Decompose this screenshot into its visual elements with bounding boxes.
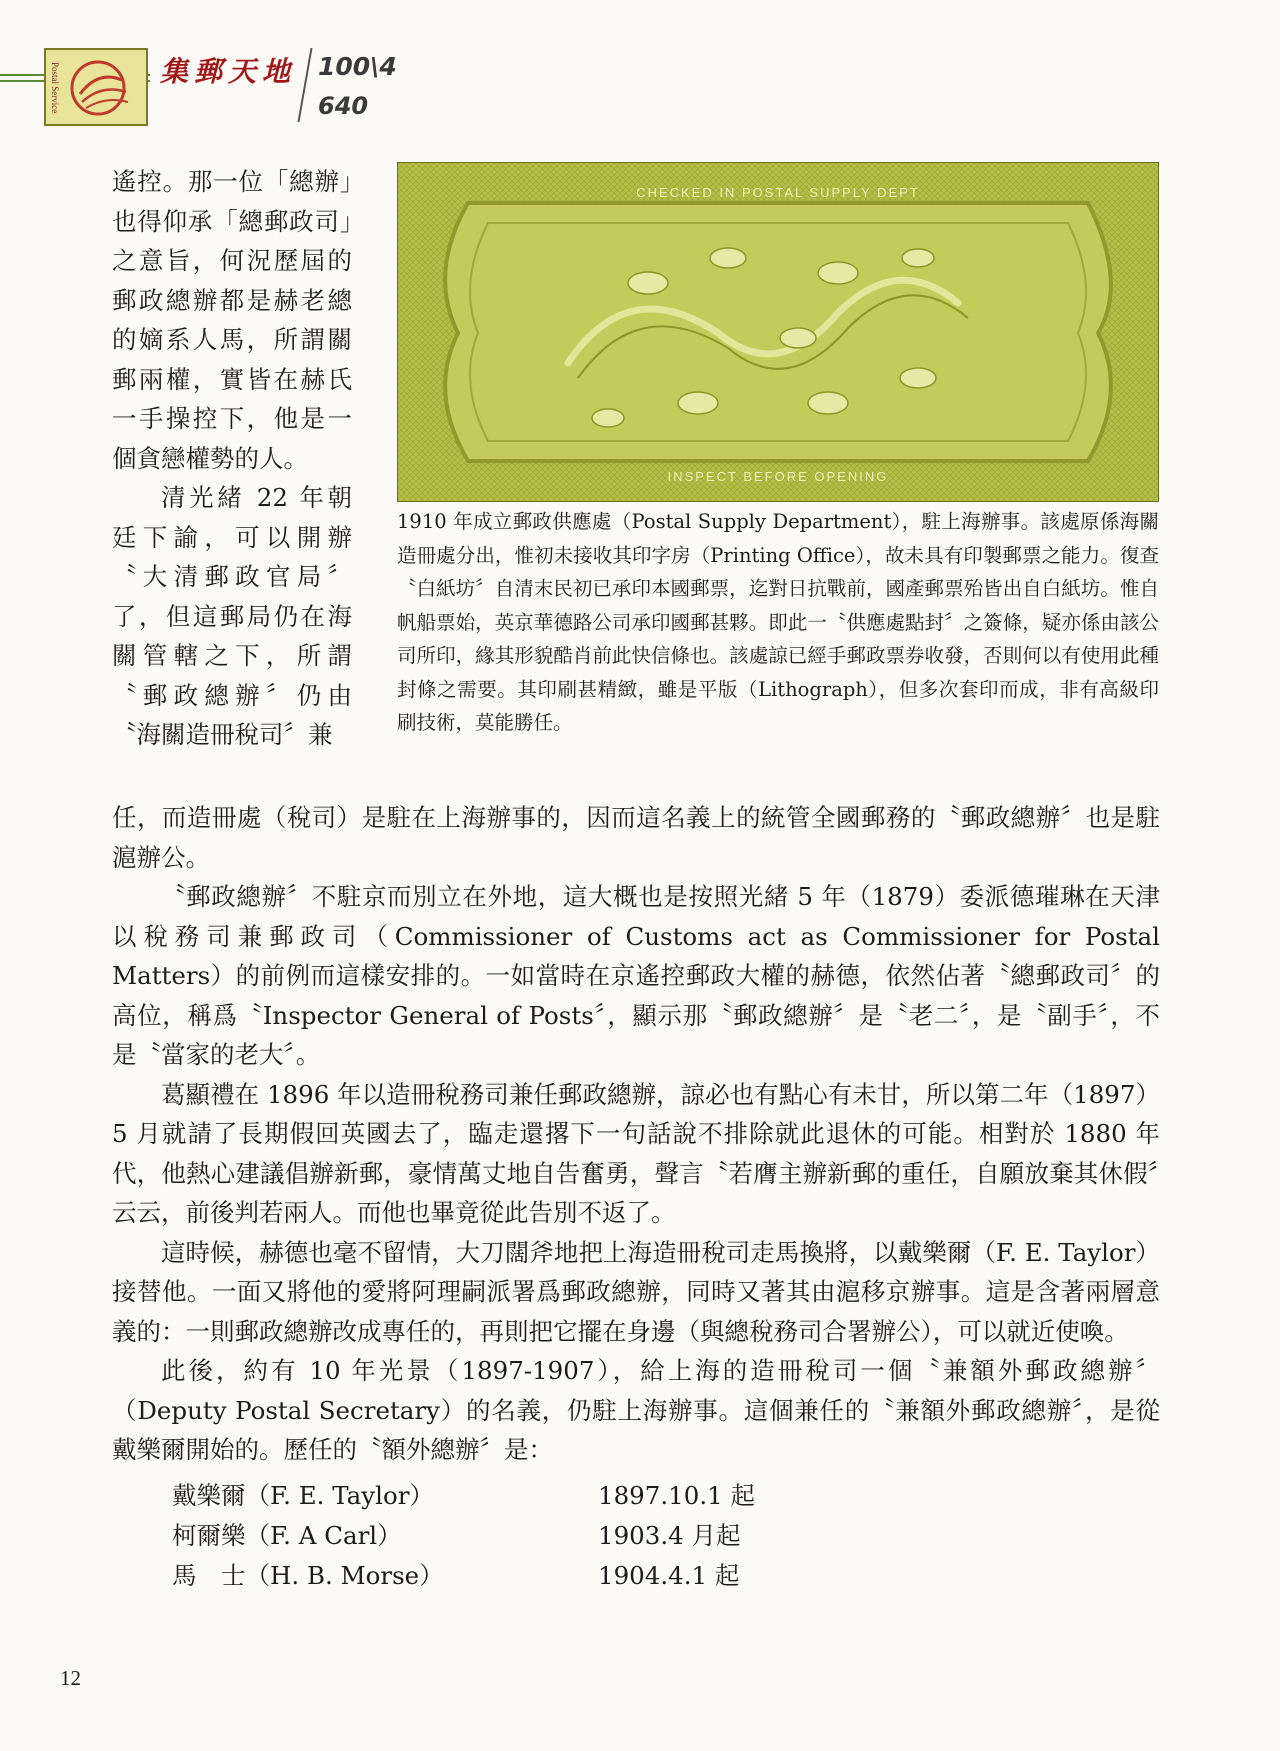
caption-text: 1910 年成立郵政供應處（Postal Supply Department），駐上海辦事。該處原係海關造冊處分出，惟初未接收其印字房（Printing Office），故未具有印製郵票之能力。復查〝白紙坊〞自清末民初已承印本國郵票，迄對日抗戰前，國產郵票殆皆出自白紙坊。惟自帆船票始，英京華德路公司承印國郵甚夥。即此一〝供應處點封〞之簽條，疑亦係由該公司所印，緣其形貌酷肖前此快信條也。該處諒已經手郵政票券收發，否則何以有使用此種封條之需要。其印刷甚精緻，雖是平版（Lithograph），但多次套印而成，非有高級印刷技術，莫能勝任。: [397, 510, 1159, 734]
list-item: [172, 1516, 872, 1556]
roster-name: 馬 士（H. B. Morse）: [172, 1561, 444, 1590]
seal-bottom-text: INSPECT BEFORE OPENING: [667, 469, 889, 484]
list-item: [172, 1556, 872, 1596]
magazine-logo: [44, 48, 148, 126]
paragraph-continuation: 任，而造冊處（稅司）是駐在上海辦事的，因而這名義上的統管全國郵務的〝郵政總辦〞也是駐滬辦公。: [112, 803, 1160, 872]
dragon-seal-illustration: [398, 163, 1158, 501]
list-item: [172, 1476, 872, 1516]
header-divider: [297, 48, 312, 122]
roster-date: 1903.4 月起: [598, 1521, 741, 1550]
deputy-roster-list: [172, 1476, 872, 1596]
image-caption: [397, 505, 1159, 740]
roster-name: 柯爾樂（F. A Carl）: [172, 1521, 402, 1550]
paragraph: 清光緒 22 年朝廷下諭，可以開辦〝大清郵政官局〞了，但這郵局仍在海關管轄之下，所謂〝郵政總辦〞仍由〝海關造冊稅司〞兼: [112, 483, 352, 749]
paragraph: 這時候，赫德也毫不留情，大刀闊斧地把上海造冊稅司走馬換將，以戴樂爾（F. E. Taylor）接替他。一面又將他的愛將阿理嗣派署爲郵政總辦，同時又著其由滬移京辦事。這是含著兩層意義的：一則郵政總辦改成專任的，再則把它擺在身邊（與總稅務司合署辦公），可以就近使喚。: [112, 1237, 1160, 1346]
paragraph: 此後，約有 10 年光景（1897-1907），給上海的造冊稅司一個〝兼額外郵政總辦〞（Deputy Postal Secretary）的名義，仍駐上海辦事。這個兼任的〝兼額外郵政總辦〞，是從戴樂爾開始的。歷任的〝額外總辦〞是：: [112, 1356, 1160, 1464]
postal-seal-label-image: [397, 162, 1159, 502]
paragraph: 〝郵政總辦〞不駐京而別立在外地，這大概也是按照光緒 5 年（1879）委派德璀琳在天津以稅務司兼郵政司（Commissioner of Customs act as Commissioner for Postal Matters）的前例而這樣安排的。一如當時在京遙控郵政大權的赫德，依然佔著〝總郵政司〞的高位，稱爲〝Inspector General of Posts〞，顯示那〝郵政總辦〞是〝老二〞，是〝副手〞，不是〝當家的老大〞。: [112, 882, 1160, 1069]
issue-label: 100\4: [318, 52, 397, 81]
paragraph: 葛顯禮在 1896 年以造冊稅務司兼任郵政總辦，諒必也有點心有未甘，所以第二年（1897）5 月就請了長期假回英國去了，臨走還撂下一句話說不排除就此退休的可能。相對於 1880 年代，他熱心建議倡辦新郵，豪情萬丈地自告奮勇，聲言〝若膺主辦新郵的重任，自願放棄其休假〞云云，前後判若兩人。而他也畢竟從此告別不返了。: [112, 1079, 1160, 1227]
left-column: [112, 162, 352, 755]
seal-top-text: CHECKED IN POSTAL SUPPLY DEPT: [636, 185, 920, 200]
roster-date: 1904.4.1 起: [598, 1561, 740, 1590]
page-number: 12: [60, 1666, 81, 1690]
paragraph: 遙控。那一位「總辦」也得仰承「總郵政司」之意旨，何況歷屆的郵政總辦都是赫老總的嫡系人馬，所謂關郵兩權，實皆在赫氏一手操控下，他是一個貪戀權勢的人。: [112, 167, 352, 473]
main-body-text: [112, 798, 1160, 1470]
roster-date: 1897.10.1 起: [598, 1481, 755, 1510]
issue-number: 640: [318, 92, 369, 120]
magazine-title: 集郵天地: [160, 55, 297, 88]
roster-name: 戴樂爾（F. E. Taylor）: [172, 1481, 434, 1510]
logo-side-text: Postal Service: [50, 62, 60, 114]
